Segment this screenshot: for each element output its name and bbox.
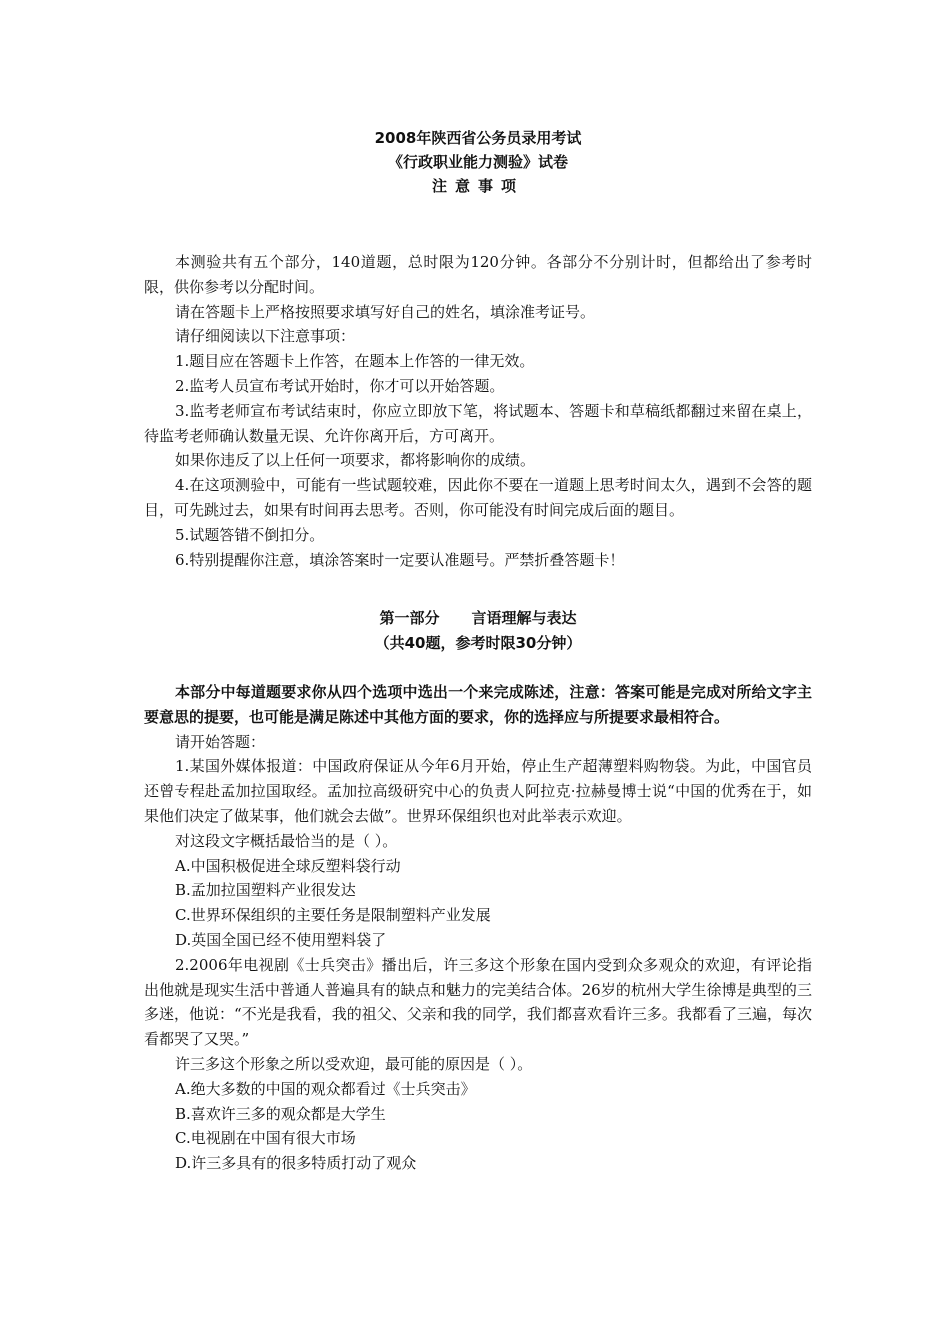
question-stem: 1.某国外媒体报道：中国政府保证从今年6月开始，停止生产超薄塑料购物袋。为此，中国官员还曾专程赴孟加拉国取经。孟加拉高级研究中心的负责人阿拉克·拉赫曼博士说“中国的优秀在于，如果他们决定了做某事，他们就会去做”。世界环保组织也对此举表示欢迎。 [144,757,812,825]
question-stem: 2.2006年电视剧《士兵突击》播出后，许三多这个形象在国内受到众多观众的欢迎，有评论指出他就是现实生活中普通人普遍具有的缺点和魅力的完美结合体。26岁的杭州大学生徐博是典型的三多迷，他说：“不光是我看，我的祖父、父亲和我的同学，我们都喜欢看许三多。我都看了三遍，每次看都哭了又哭。” [144,955,812,1049]
section-part: 第一部分 [379,609,440,628]
start-prompt: 请开始答题： [175,732,266,751]
option-b: B.孟加拉国塑料产业很发达 [175,881,356,900]
notice-heading: 注意事项 [431,177,524,195]
option-a: A.中国积极促进全球反塑料袋行动 [175,856,401,875]
section-name: 言语理解与表达 [471,609,577,628]
section-title [144,606,812,631]
exam-subtitle: 《行政职业能力测验》试卷 [387,153,568,171]
notice-fill: 请在答题卡上严格按照要求填写好自己的姓名，填涂准考证号。 [175,302,596,321]
option-d: D.许三多具有的很多特质打动了观众 [175,1154,417,1173]
notice-item: 5.试题答错不倒扣分。 [175,525,325,544]
question-prompt: 许三多这个形象之所以受欢迎，最可能的原因是（ ）。 [175,1054,533,1073]
notice-item: 4.在这项测验中，可能有一些试题较难，因此你不要在一道题上思考时间太久，遇到不会答的题目，可先跳过去，如果有时间再去思考。否则，你可能没有时间完成后面的题目。 [144,476,812,519]
section-subtitle: （共40题，参考时限30分钟） [374,634,582,653]
notice-item: 如果你违反了以上任何一项要求，都将影响你的成绩。 [175,451,536,470]
notice-item: 2.监考人员宣布考试开始时，你才可以开始答题。 [175,376,505,395]
notice-item: 3.监考老师宣布考试结束时，你应立即放下笔，将试题本、答题卡和草稿纸都翻过来留在桌上，待监考老师确认数量无误、允许你离开后，方可离开。 [144,401,812,445]
option-b: B.喜欢许三多的观众都是大学生 [175,1104,386,1123]
option-c: C.世界环保组织的主要任务是限制塑料产业发展 [175,906,491,925]
option-a: A.绝大多数的中国的观众都看过《士兵突击》 [175,1079,476,1098]
notice-read: 请仔细阅读以下注意事项： [175,327,356,346]
notice-item: 1.题目应在答题卡上作答，在题本上作答的一律无效。 [175,352,535,371]
notice-item: 6.特别提醒你注意，填涂答案时一定要认准题号。严禁折叠答题卡！ [175,550,625,569]
option-c: C.电视剧在中国有很大市场 [175,1129,356,1148]
section-instruction: 本部分中每道题要求你从四个选项中选出一个来完成陈述，注意：答案可能是完成对所给文字主要意思的提要，也可能是满足陈述中其他方面的要求，你的选择应与所提要求最相符合。 [144,682,812,726]
exam-title: 2008年陕西省公务员录用考试 [374,129,582,147]
question-prompt: 对这段文字概括最恰当的是（ ）。 [175,831,398,850]
option-d: D.英国全国已经不使用塑料袋了 [175,930,387,949]
notice-intro: 本测验共有五个部分，140道题，总时限为120分钟。各部分不分别计时，但都给出了参考时限，供你参考以分配时间。 [144,253,812,296]
